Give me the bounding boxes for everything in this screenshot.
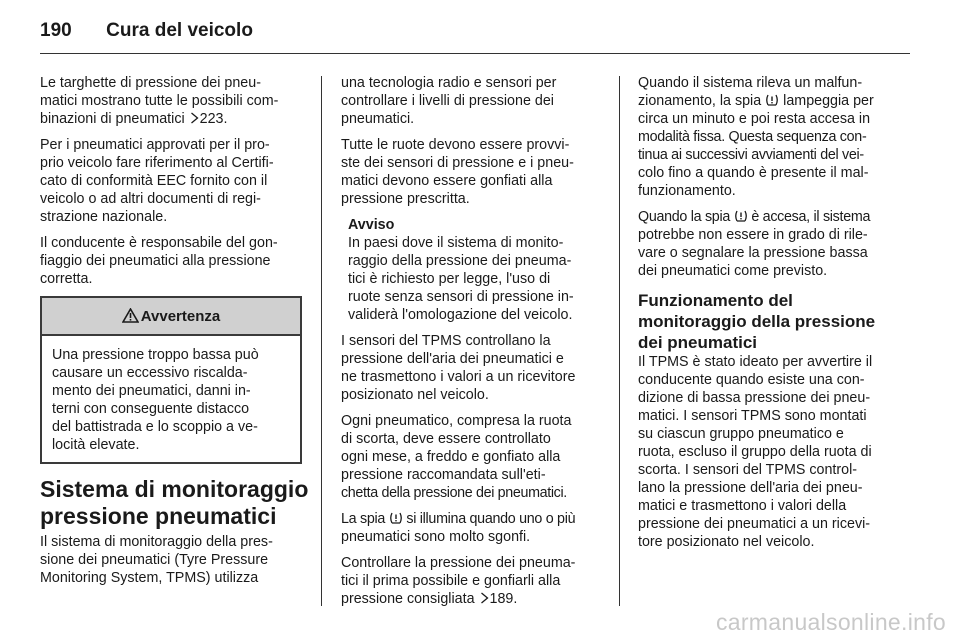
tpms-warning-lamp-icon (765, 93, 779, 107)
paragraph: Tutte le ruote devono essere provvi- ste dei sensori di pressione e i pneu- matici devono essere gonfiati alla pressione prescritta. (341, 137, 574, 207)
column-2 (341, 74, 603, 616)
warning-body: Una pressione troppo bassa può causare un eccessivo riscalda- mento dei pneumatici, danni in- terni con conseguente distacco del battistrada e lo scoppio a ve- locità elevate. (52, 347, 259, 453)
paragraph: Il conducente è responsabile del gon- fiaggio dei pneumatici alla pressione corretta. (40, 235, 278, 287)
paragraph: Quando la spia è accesa, il sistema potrebbe non essere in grado di rile- vare o segnalare la pressione bassa dei pneumatici come previsto. (638, 209, 871, 279)
subsection-heading: Funzionamento del monitoraggio della pressione dei pneumatici (638, 291, 876, 352)
tpms-warning-lamp-icon (389, 511, 403, 525)
column-3 (638, 74, 910, 559)
section-heading: Sistema di monitoraggio pressione pneumatici (40, 476, 309, 529)
note-box: Avviso In paesi dove il sistema di monito- raggio della pressione dei pneuma- tici è richiesto per legge, l'uso di ruote senza sensori di pressione in- validerà l'omologazione del veicolo. (341, 216, 603, 324)
warning-header (42, 298, 300, 336)
page-reference-arrow-icon (190, 112, 199, 124)
page-reference-arrow-icon (480, 592, 489, 604)
chapter-title: Cura del veicolo (106, 20, 253, 41)
page-reference[interactable]: 223. (199, 111, 228, 127)
tpms-warning-lamp-icon (734, 209, 748, 223)
paragraph: Ogni pneumatico, compresa la ruota di scorta, deve essere controllato ogni mese, a freddo e gonfiato alla pressione raccomandata sull'eti- chetta della pressione dei pneumatici. (341, 413, 572, 501)
paragraph: Controllare la pressione dei pneuma- tici il prima possibile e gonfiarli alla pressione consigliata 189. (341, 555, 576, 607)
paragraph: Il sistema di monitoraggio della pres- sione dei pneumatici (Tyre Pressure Monitoring System, TPMS) utilizza (40, 534, 273, 586)
page-header (40, 20, 253, 48)
note-title: Avviso (348, 217, 395, 233)
paragraph: Per i pneumatici approvati per il pro- prio veicolo fare riferimento al Certifi- cato di conformità EEC fornito con il veicolo o ad altri documenti di regi- strazione nazionale. (40, 137, 274, 225)
paragraph: Quando il sistema rileva un malfun- zionamento, la spia lampeggia per circa un minuto e poi resta accesa in modalità fissa. Questa sequenza con- tinua ai successivi avviamenti del vei- colo fino a quando è presente il mal- funzionamento. (638, 75, 874, 199)
page-number: 190 (40, 20, 72, 41)
column-divider-2 (619, 76, 620, 606)
paragraph: I sensori del TPMS controllano la pressione dell'aria dei pneumatici e ne trasmettono i valori a un ricevitore posizionato nel veicolo. (341, 333, 576, 403)
warning-triangle-icon (122, 308, 139, 323)
paragraph: Il TPMS è stato ideato per avvertire il conducente quando esiste una con- dizione di bassa pressione dei pneu- matici. I sensori TPMS sono montati su ciascun gruppo pneumatico e ruota, escluso il gruppo della ruota di scorta. I sensori del TPMS control- lano la pressione dell'aria dei pneu- matici e trasmettono i valori della pressione dei pneumatici a un ricevi- tore posizionato nel veicolo. (638, 354, 873, 550)
paragraph: La spia si illumina quando uno o più pneumatici sono molto sgonfi. (341, 511, 576, 545)
column-1 (40, 74, 309, 595)
column-divider-1 (321, 76, 322, 606)
watermark: carmanualsonline.info (715, 609, 946, 635)
paragraph: una tecnologia radio e sensori per controllare i livelli di pressione dei pneumatici. (341, 75, 557, 127)
paragraph: Le targhette di pressione dei pneu- matici mostrano tutte le possibili com- binazioni di pneumatici 223. (40, 75, 279, 127)
warning-title: Avvertenza (140, 308, 221, 325)
warning-box (40, 296, 302, 464)
header-rule (40, 53, 910, 54)
page-reference[interactable]: 189. (489, 591, 518, 607)
